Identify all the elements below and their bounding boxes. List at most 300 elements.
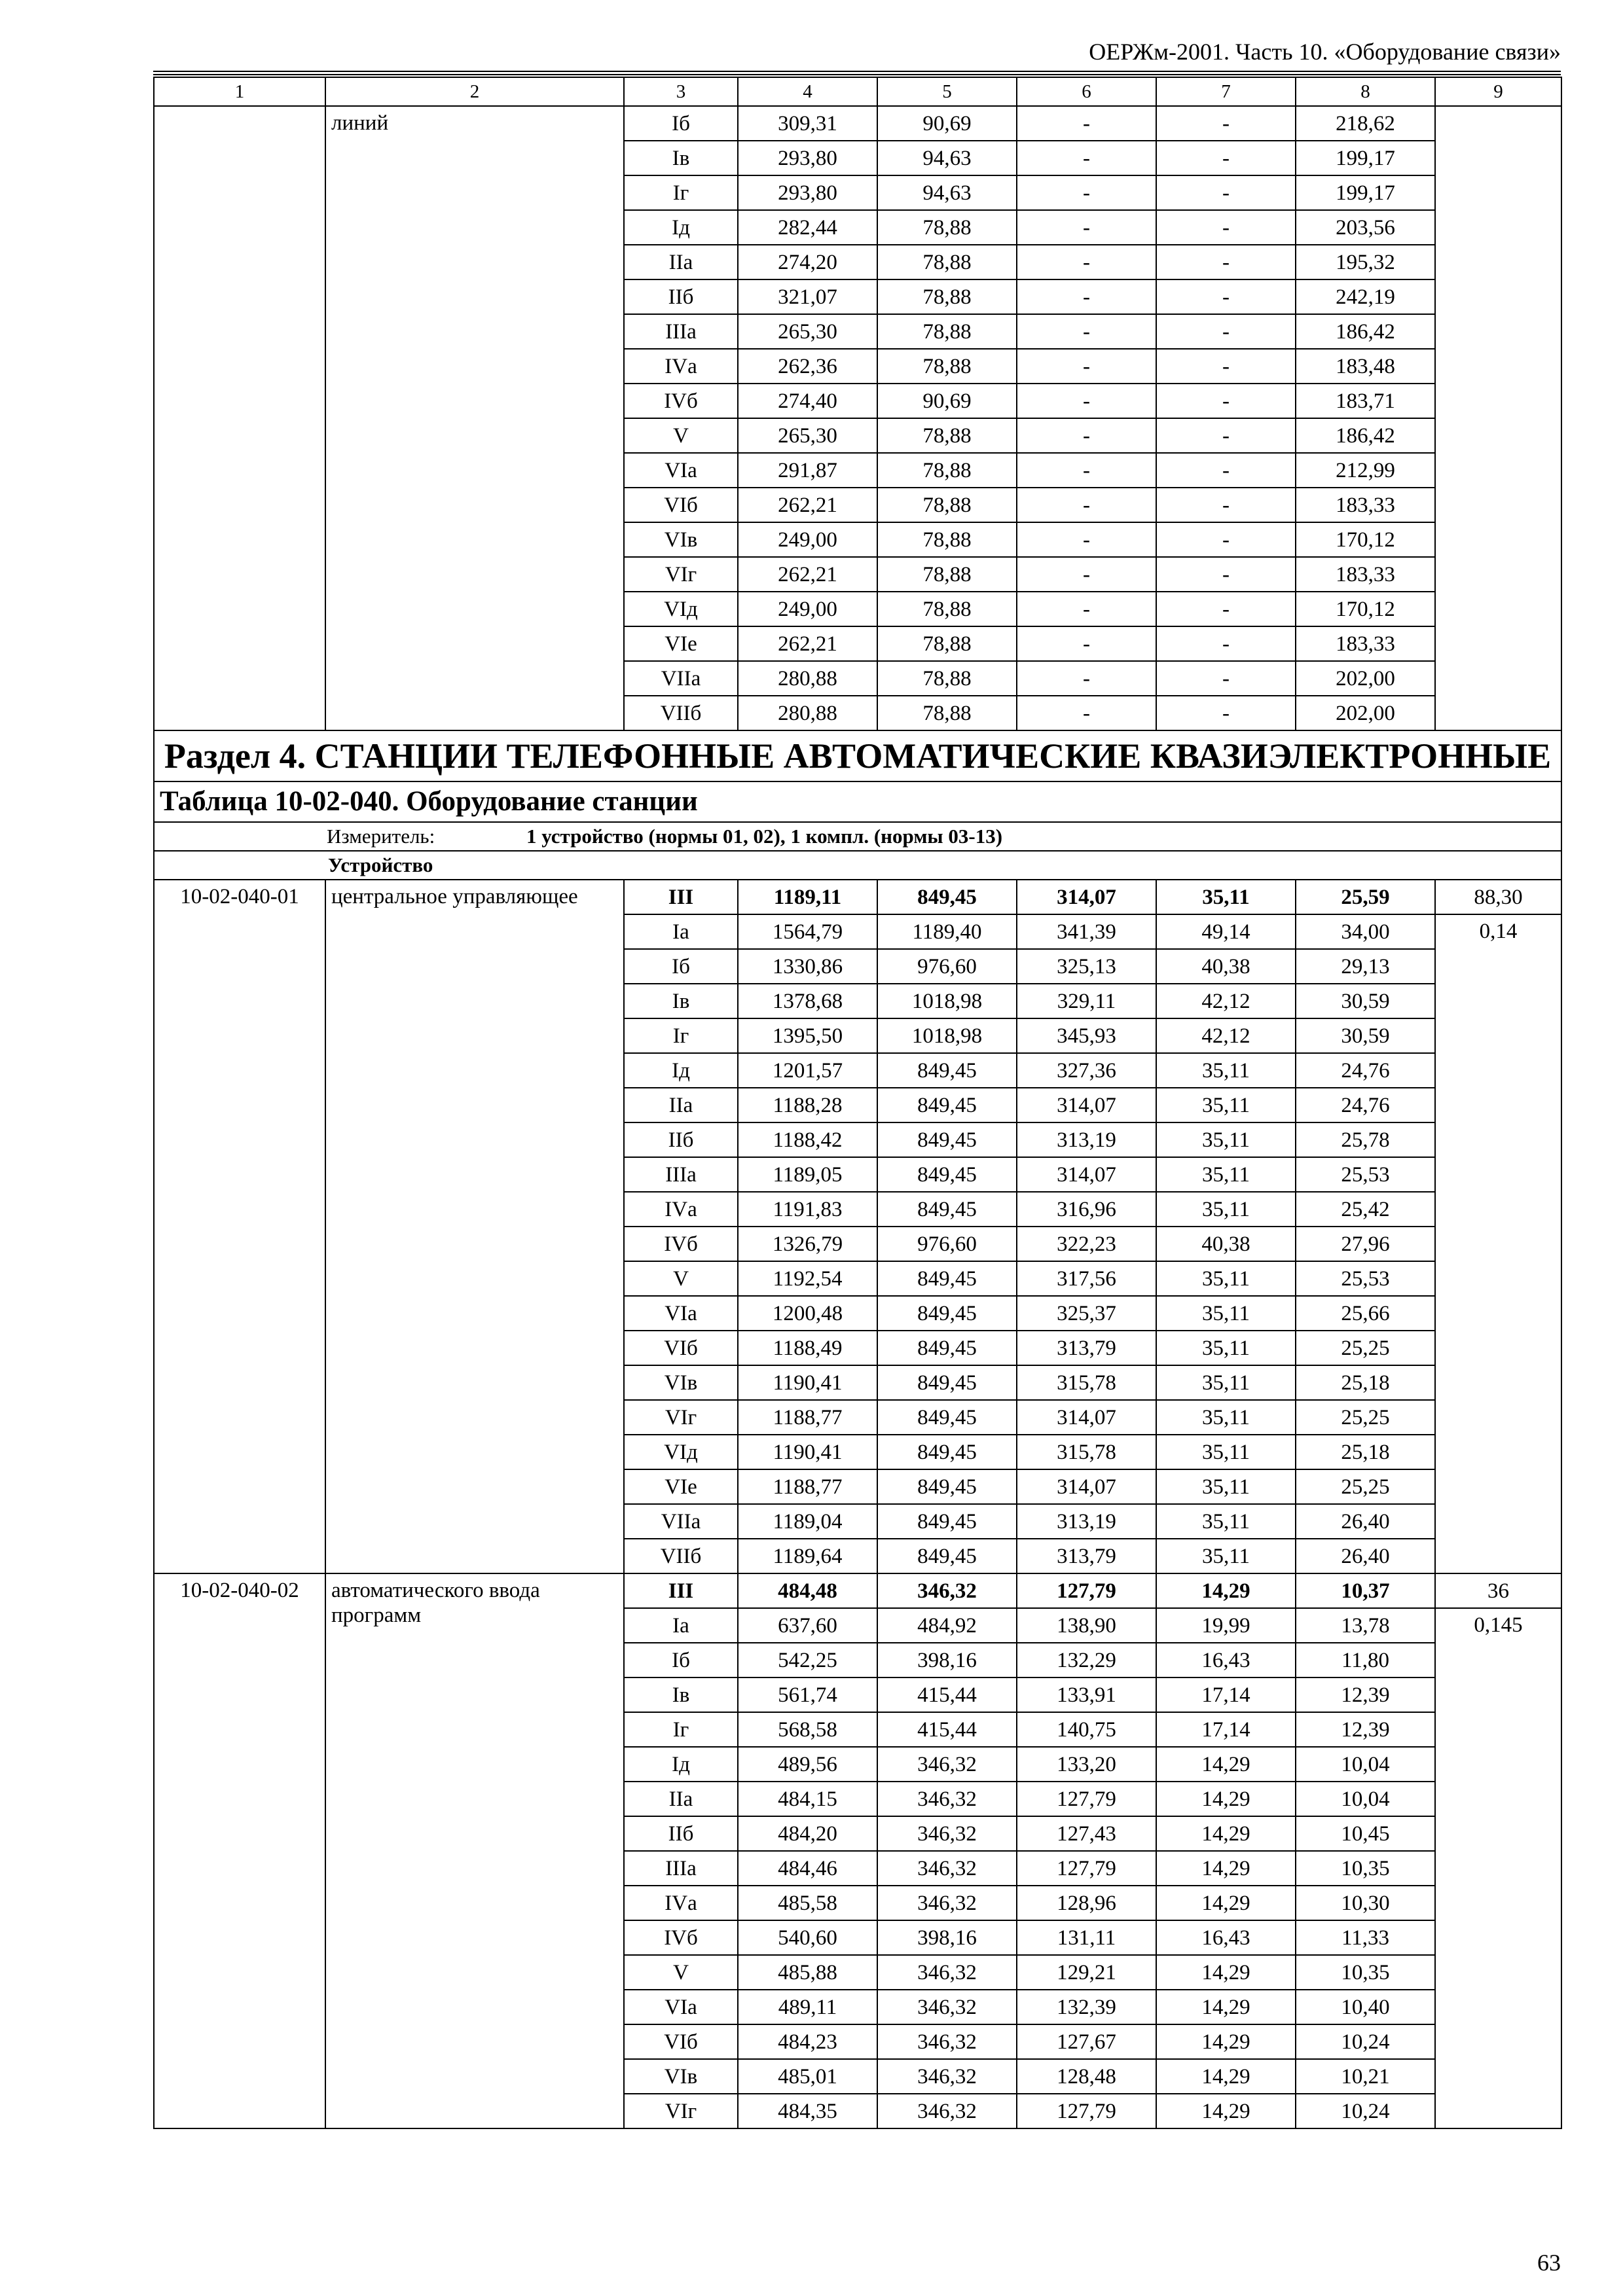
zone-cell: Iв — [624, 1677, 738, 1712]
zone-cell: Iа — [624, 914, 738, 949]
value-cell: 10,24 — [1296, 2024, 1435, 2059]
value-cell: 12,39 — [1296, 1712, 1435, 1747]
value-cell: - — [1156, 314, 1296, 349]
value-cell: - — [1156, 349, 1296, 384]
value-cell: 1188,77 — [738, 1400, 877, 1435]
value-cell: 262,36 — [738, 349, 877, 384]
zone-cell: Iг — [624, 1712, 738, 1747]
value-cell: - — [1017, 349, 1156, 384]
value-cell: 24,76 — [1296, 1053, 1435, 1088]
zone-cell: Iд — [624, 1053, 738, 1088]
value-cell: 346,32 — [877, 1851, 1017, 1886]
value-cell: - — [1156, 696, 1296, 730]
value-cell: 1190,41 — [738, 1435, 877, 1469]
value-cell: 485,88 — [738, 1955, 877, 1990]
value-cell: 78,88 — [877, 453, 1017, 488]
zone-cell: VIг — [624, 557, 738, 592]
value-cell: 127,79 — [1017, 2094, 1156, 2128]
value-cell: 133,91 — [1017, 1677, 1156, 1712]
value-cell: 346,32 — [877, 1886, 1017, 1920]
zone-cell: IIб — [624, 279, 738, 314]
value-cell: 10,04 — [1296, 1782, 1435, 1816]
value-cell: - — [1017, 661, 1156, 696]
zone-cell: IIб — [624, 1122, 738, 1157]
zone-cell: VIд — [624, 592, 738, 626]
value-cell: 10,45 — [1296, 1816, 1435, 1851]
value-cell: 127,79 — [1017, 1782, 1156, 1816]
value-cell: 132,29 — [1017, 1643, 1156, 1677]
value-cell: 40,38 — [1156, 1227, 1296, 1261]
value-cell: 316,96 — [1017, 1192, 1156, 1227]
value-cell: 1192,54 — [738, 1261, 877, 1296]
value-cell: 484,48 — [738, 1573, 877, 1608]
value-cell: - — [1017, 314, 1156, 349]
value-cell: 1188,28 — [738, 1088, 877, 1122]
value-cell: - — [1017, 418, 1156, 453]
value-cell: 313,19 — [1017, 1122, 1156, 1157]
value-cell: 280,88 — [738, 661, 877, 696]
value-cell: 1330,86 — [738, 949, 877, 984]
value-cell: 14,29 — [1156, 2059, 1296, 2094]
device-heading-row — [154, 851, 1561, 880]
column-number: 4 — [738, 77, 877, 106]
zone-cell: VIб — [624, 1331, 738, 1365]
value-cell: 313,19 — [1017, 1504, 1156, 1539]
value-cell: 212,99 — [1296, 453, 1435, 488]
value-cell: 484,23 — [738, 2024, 877, 2059]
value-cell: - — [1156, 592, 1296, 626]
value-cell: 16,43 — [1156, 1643, 1296, 1677]
value-cell: 127,67 — [1017, 2024, 1156, 2059]
zone-cell: IVа — [624, 349, 738, 384]
value-cell: - — [1017, 453, 1156, 488]
zone-cell: VIб — [624, 488, 738, 522]
column-number-row — [154, 77, 1561, 106]
value-cell: 321,07 — [738, 279, 877, 314]
value-cell: 346,32 — [877, 2059, 1017, 2094]
value-cell: - — [1156, 245, 1296, 279]
value-cell: 35,11 — [1156, 1331, 1296, 1365]
value-cell: 94,63 — [877, 141, 1017, 175]
column-number: 6 — [1017, 77, 1156, 106]
value-cell: 398,16 — [877, 1643, 1017, 1677]
zone-cell: Iб — [624, 949, 738, 984]
value-cell: 42,12 — [1156, 984, 1296, 1018]
zone-cell: Iд — [624, 1747, 738, 1782]
section-title: Раздел 4. СТАНЦИИ ТЕЛЕФОННЫЕ АВТОМАТИЧЕСКИЕ КВАЗИЭЛЕКТРОННЫЕ — [154, 730, 1561, 781]
zone-cell: VIа — [624, 453, 738, 488]
value-cell: 976,60 — [877, 949, 1017, 984]
item-name-cell: центральное управляющее — [325, 880, 624, 1573]
value-cell: - — [1156, 557, 1296, 592]
value-cell: 35,11 — [1156, 1192, 1296, 1227]
value-cell: 25,18 — [1296, 1435, 1435, 1469]
zone-cell: VIв — [624, 2059, 738, 2094]
value-cell: 35,11 — [1156, 1400, 1296, 1435]
value-cell: 315,78 — [1017, 1365, 1156, 1400]
value-cell: 35,11 — [1156, 1504, 1296, 1539]
value-cell: - — [1017, 696, 1156, 730]
device-heading: Устройство — [154, 851, 1561, 880]
value-cell: 282,44 — [738, 210, 877, 245]
value-cell: 25,66 — [1296, 1296, 1435, 1331]
zone-cell: VIIа — [624, 661, 738, 696]
value-cell: - — [1017, 522, 1156, 557]
value-cell: 131,11 — [1017, 1920, 1156, 1955]
value-cell: 1189,05 — [738, 1157, 877, 1192]
value-cell: 249,00 — [738, 522, 877, 557]
value-cell: 78,88 — [877, 245, 1017, 279]
value-cell: 27,96 — [1296, 1227, 1435, 1261]
zone-cell: VIд — [624, 1435, 738, 1469]
value-cell: 1018,98 — [877, 984, 1017, 1018]
value-cell: 129,21 — [1017, 1955, 1156, 1990]
value-cell: 849,45 — [877, 1400, 1017, 1435]
measure-value: 1 устройство (нормы 01, 02), 1 компл. (нормы 03-13) — [526, 825, 1003, 848]
zone-cell: III — [624, 880, 738, 914]
zone-cell: IVа — [624, 1886, 738, 1920]
zone-cell: VIе — [624, 1469, 738, 1504]
value-cell: 25,78 — [1296, 1122, 1435, 1157]
value-cell: 25,25 — [1296, 1331, 1435, 1365]
value-cell: 1189,11 — [738, 880, 877, 914]
value-cell: 849,45 — [877, 1435, 1017, 1469]
value-cell: 249,00 — [738, 592, 877, 626]
value-cell: 262,21 — [738, 626, 877, 661]
zone-cell: Iв — [624, 141, 738, 175]
column-number: 5 — [877, 77, 1017, 106]
value-cell: - — [1017, 384, 1156, 418]
value-cell: 127,79 — [1017, 1573, 1156, 1608]
value-cell: 346,32 — [877, 1990, 1017, 2024]
value-cell: 25,25 — [1296, 1400, 1435, 1435]
value-cell: 78,88 — [877, 314, 1017, 349]
value-cell: 35,11 — [1156, 1365, 1296, 1400]
value-cell: 14,29 — [1156, 2094, 1296, 2128]
table-title: Таблица 10-02-040. Оборудование станции — [154, 781, 1561, 822]
value-cell: - — [1017, 175, 1156, 210]
value-cell: 1378,68 — [738, 984, 877, 1018]
value-cell: 25,59 — [1296, 880, 1435, 914]
value-cell: 1188,42 — [738, 1122, 877, 1157]
value-cell: 14,29 — [1156, 1747, 1296, 1782]
value-cell: 35,11 — [1156, 1261, 1296, 1296]
value-cell: 10,21 — [1296, 2059, 1435, 2094]
value-cell: 49,14 — [1156, 914, 1296, 949]
value-cell: 317,56 — [1017, 1261, 1156, 1296]
value-cell: 484,46 — [738, 1851, 877, 1886]
value-cell: 40,38 — [1156, 949, 1296, 984]
header-rule — [153, 71, 1561, 72]
value-cell: - — [1156, 141, 1296, 175]
value-cell: 26,40 — [1296, 1504, 1435, 1539]
value-cell: 314,07 — [1017, 1469, 1156, 1504]
value-cell: 35,11 — [1156, 1296, 1296, 1331]
value-cell: 10,40 — [1296, 1990, 1435, 2024]
value-cell: 849,45 — [877, 1331, 1017, 1365]
value-cell: 484,20 — [738, 1816, 877, 1851]
value-cell: 325,37 — [1017, 1296, 1156, 1331]
value-cell: 10,35 — [1296, 1851, 1435, 1886]
value-cell: 322,23 — [1017, 1227, 1156, 1261]
value-cell: - — [1017, 141, 1156, 175]
value-cell: 485,01 — [738, 2059, 877, 2094]
value-cell: 293,80 — [738, 175, 877, 210]
value-cell: 849,45 — [877, 1469, 1017, 1504]
value-cell: 10,04 — [1296, 1747, 1435, 1782]
item-name-cell: автоматического ввода программ — [325, 1573, 624, 2128]
value-cell: 140,75 — [1017, 1712, 1156, 1747]
value-cell: 242,19 — [1296, 279, 1435, 314]
table-body — [154, 77, 1561, 2128]
value-cell: 183,33 — [1296, 488, 1435, 522]
value-cell: 849,45 — [877, 1157, 1017, 1192]
zone-cell: Iд — [624, 210, 738, 245]
zone-cell: V — [624, 418, 738, 453]
value-cell: - — [1156, 661, 1296, 696]
header-rule-secondary — [153, 74, 1561, 75]
value-cell: 186,42 — [1296, 314, 1435, 349]
value-cell: 78,88 — [877, 626, 1017, 661]
value-cell: 19,99 — [1156, 1608, 1296, 1643]
column-number: 7 — [1156, 77, 1296, 106]
col9-cell: 88,30 — [1435, 880, 1561, 914]
value-cell: - — [1017, 210, 1156, 245]
value-cell: 315,78 — [1017, 1435, 1156, 1469]
zone-cell: IVб — [624, 1227, 738, 1261]
value-cell: 314,07 — [1017, 880, 1156, 914]
value-cell: 849,45 — [877, 1296, 1017, 1331]
value-cell: 568,58 — [738, 1712, 877, 1747]
value-cell: 346,32 — [877, 1747, 1017, 1782]
value-cell: 976,60 — [877, 1227, 1017, 1261]
value-cell: 202,00 — [1296, 661, 1435, 696]
value-cell: 170,12 — [1296, 522, 1435, 557]
value-cell: 542,25 — [738, 1643, 877, 1677]
value-cell: 35,11 — [1156, 1435, 1296, 1469]
value-cell: 637,60 — [738, 1608, 877, 1643]
measure-row — [154, 822, 1561, 851]
table-row — [154, 106, 1561, 141]
value-cell: 849,45 — [877, 1053, 1017, 1088]
zone-cell: IVб — [624, 384, 738, 418]
zone-cell: Iа — [624, 1608, 738, 1643]
value-cell: 17,14 — [1156, 1677, 1296, 1712]
value-cell: 849,45 — [877, 880, 1017, 914]
value-cell: 203,56 — [1296, 210, 1435, 245]
value-cell: 138,90 — [1017, 1608, 1156, 1643]
zone-cell: IIб — [624, 1816, 738, 1851]
value-cell: 484,15 — [738, 1782, 877, 1816]
value-cell: 329,11 — [1017, 984, 1156, 1018]
value-cell: 199,17 — [1296, 175, 1435, 210]
value-cell: 78,88 — [877, 418, 1017, 453]
value-cell: 10,37 — [1296, 1573, 1435, 1608]
value-cell: 1188,49 — [738, 1331, 877, 1365]
value-cell: 415,44 — [877, 1677, 1017, 1712]
value-cell: 1189,04 — [738, 1504, 877, 1539]
value-cell: 484,35 — [738, 2094, 877, 2128]
value-cell: - — [1156, 210, 1296, 245]
value-cell: - — [1017, 592, 1156, 626]
value-cell: - — [1156, 279, 1296, 314]
value-cell: - — [1156, 418, 1296, 453]
value-cell: 128,48 — [1017, 2059, 1156, 2094]
value-cell: 16,43 — [1156, 1920, 1296, 1955]
value-cell: 78,88 — [877, 279, 1017, 314]
value-cell: 25,53 — [1296, 1157, 1435, 1192]
value-cell: 484,92 — [877, 1608, 1017, 1643]
value-cell: 849,45 — [877, 1192, 1017, 1227]
value-cell: 14,29 — [1156, 1782, 1296, 1816]
value-cell: 127,79 — [1017, 1851, 1156, 1886]
zone-cell: IVа — [624, 1192, 738, 1227]
value-cell: 78,88 — [877, 661, 1017, 696]
value-cell: 12,39 — [1296, 1677, 1435, 1712]
value-cell: - — [1156, 626, 1296, 661]
value-cell: 489,56 — [738, 1747, 877, 1782]
zone-cell: Iб — [624, 106, 738, 141]
value-cell: 25,53 — [1296, 1261, 1435, 1296]
column-number: 9 — [1435, 77, 1561, 106]
value-cell: 127,43 — [1017, 1816, 1156, 1851]
zone-cell: VIIб — [624, 696, 738, 730]
value-cell: 849,45 — [877, 1504, 1017, 1539]
value-cell: 78,88 — [877, 592, 1017, 626]
value-cell: 1395,50 — [738, 1018, 877, 1053]
value-cell: - — [1017, 279, 1156, 314]
value-cell: 485,58 — [738, 1886, 877, 1920]
value-cell: 30,59 — [1296, 1018, 1435, 1053]
value-cell: 1200,48 — [738, 1296, 877, 1331]
value-cell: 280,88 — [738, 696, 877, 730]
zone-cell: VIг — [624, 1400, 738, 1435]
zone-cell: III — [624, 1573, 738, 1608]
value-cell: 1326,79 — [738, 1227, 877, 1261]
value-cell: - — [1017, 245, 1156, 279]
section-heading-row — [154, 730, 1561, 781]
value-cell: 313,79 — [1017, 1331, 1156, 1365]
value-cell: 1188,77 — [738, 1469, 877, 1504]
zone-cell: Iг — [624, 1018, 738, 1053]
value-cell: 346,32 — [877, 1955, 1017, 1990]
value-cell: 35,11 — [1156, 1088, 1296, 1122]
value-cell: 25,25 — [1296, 1469, 1435, 1504]
zone-cell: VIIа — [624, 1504, 738, 1539]
value-cell: 10,35 — [1296, 1955, 1435, 1990]
value-cell: 327,36 — [1017, 1053, 1156, 1088]
value-cell: 78,88 — [877, 349, 1017, 384]
value-cell: 183,71 — [1296, 384, 1435, 418]
value-cell: 849,45 — [877, 1261, 1017, 1296]
value-cell: - — [1017, 626, 1156, 661]
value-cell: 849,45 — [877, 1122, 1017, 1157]
value-cell: 314,07 — [1017, 1088, 1156, 1122]
value-cell: 128,96 — [1017, 1886, 1156, 1920]
value-cell: 313,79 — [1017, 1539, 1156, 1573]
value-cell: 90,69 — [877, 106, 1017, 141]
value-cell: 1190,41 — [738, 1365, 877, 1400]
value-cell: 13,78 — [1296, 1608, 1435, 1643]
zone-cell: IIа — [624, 1088, 738, 1122]
value-cell: 561,74 — [738, 1677, 877, 1712]
measure-label: Измеритель: — [327, 825, 435, 848]
value-cell: 26,40 — [1296, 1539, 1435, 1573]
value-cell: 1189,40 — [877, 914, 1017, 949]
zone-cell: VIе — [624, 626, 738, 661]
value-cell: 325,13 — [1017, 949, 1156, 984]
value-cell: 94,63 — [877, 175, 1017, 210]
value-cell: 265,30 — [738, 418, 877, 453]
value-cell: 314,07 — [1017, 1400, 1156, 1435]
value-cell: - — [1156, 522, 1296, 557]
value-cell: - — [1156, 384, 1296, 418]
value-cell: 14,29 — [1156, 1573, 1296, 1608]
value-cell: 78,88 — [877, 488, 1017, 522]
value-cell: 35,11 — [1156, 1469, 1296, 1504]
value-cell: 14,29 — [1156, 1851, 1296, 1886]
norms-table — [153, 77, 1562, 2129]
zone-cell: V — [624, 1955, 738, 1990]
zone-cell: VIа — [624, 1990, 738, 2024]
value-cell: - — [1156, 453, 1296, 488]
value-cell: 14,29 — [1156, 1990, 1296, 2024]
column-number: 8 — [1296, 77, 1435, 106]
value-cell: - — [1156, 488, 1296, 522]
value-cell: 341,39 — [1017, 914, 1156, 949]
value-cell: 30,59 — [1296, 984, 1435, 1018]
code-cell — [154, 106, 325, 730]
zone-cell: IIа — [624, 245, 738, 279]
value-cell: 183,48 — [1296, 349, 1435, 384]
value-cell: 35,11 — [1156, 880, 1296, 914]
value-cell: 489,11 — [738, 1990, 877, 2024]
value-cell: 78,88 — [877, 522, 1017, 557]
value-cell: 849,45 — [877, 1365, 1017, 1400]
value-cell: 346,32 — [877, 1782, 1017, 1816]
value-cell: 274,20 — [738, 245, 877, 279]
value-cell: 291,87 — [738, 453, 877, 488]
value-cell: 42,12 — [1156, 1018, 1296, 1053]
value-cell: 17,14 — [1156, 1712, 1296, 1747]
value-cell: 195,32 — [1296, 245, 1435, 279]
value-cell: 35,11 — [1156, 1539, 1296, 1573]
zone-cell: VIIб — [624, 1539, 738, 1573]
value-cell: 345,93 — [1017, 1018, 1156, 1053]
value-cell: 1018,98 — [877, 1018, 1017, 1053]
table-title-row — [154, 781, 1561, 822]
value-cell: 346,32 — [877, 2094, 1017, 2128]
value-cell: 265,30 — [738, 314, 877, 349]
value-cell: 540,60 — [738, 1920, 877, 1955]
col9-cell — [1435, 106, 1561, 730]
zone-cell: IVб — [624, 1920, 738, 1955]
value-cell: 34,00 — [1296, 914, 1435, 949]
value-cell: 35,11 — [1156, 1157, 1296, 1192]
value-cell: 293,80 — [738, 141, 877, 175]
value-cell: 78,88 — [877, 696, 1017, 730]
value-cell: - — [1017, 488, 1156, 522]
zone-cell: Iг — [624, 175, 738, 210]
zone-cell: IIIа — [624, 1851, 738, 1886]
value-cell: 415,44 — [877, 1712, 1017, 1747]
value-cell: 1191,83 — [738, 1192, 877, 1227]
value-cell: 849,45 — [877, 1539, 1017, 1573]
zone-cell: V — [624, 1261, 738, 1296]
value-cell: 24,76 — [1296, 1088, 1435, 1122]
column-number: 3 — [624, 77, 738, 106]
value-cell: 29,13 — [1296, 949, 1435, 984]
